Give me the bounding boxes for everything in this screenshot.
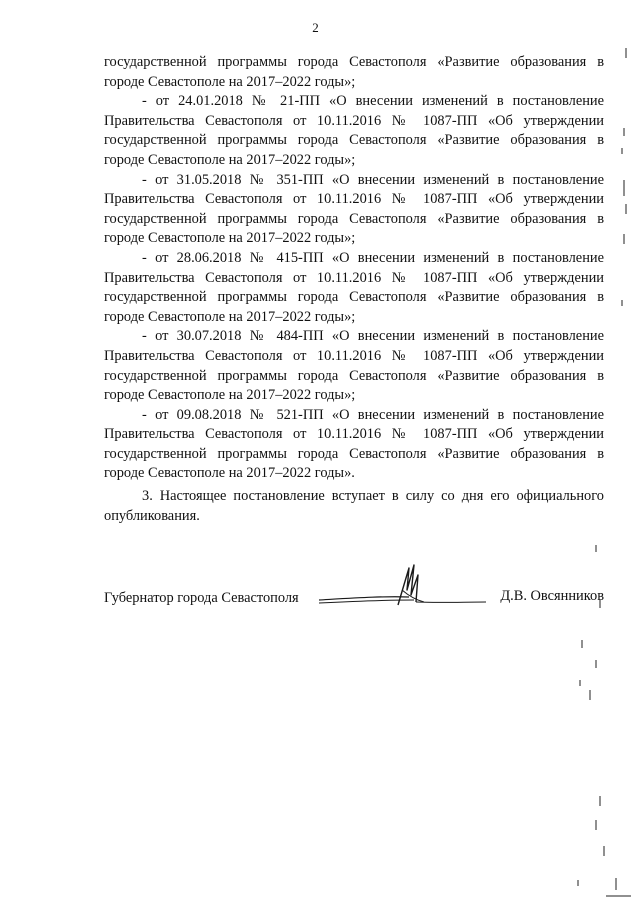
signature-block xyxy=(104,560,604,620)
paragraph: - от 24.01.2018 № 21-ПП «О внесении изменений в постановление Правительства Севастополя от 10.11.2016 № 1087-ПП «Об утверждении государственной программы города Севастополя «Развитие образования в городе Севастополе на 2017–2022 годы»; xyxy=(104,93,604,168)
paragraph: - от 30.07.2018 № 484-ПП «О внесении изменений в постановление Правительства Севастополя от 10.11.2016 № 1087-ПП «Об утверждении государственной программы города Севастополя «Развитие образования в городе Севастополе на 2017–2022 годы»; xyxy=(104,328,604,404)
signatory-name: Д.В. Овсянников xyxy=(500,588,604,604)
document-body xyxy=(104,53,604,526)
paragraph: - от 28.06.2018 № 415-ПП «О внесении изменений в постановление Правительства Севастополя от 10.11.2016 № 1087-ПП «Об утверждении государственной программы города Севастополя «Развитие образования в городе Севастополе на 2017–2022 годы»; xyxy=(104,249,604,325)
paragraph: - от 09.08.2018 № 521-ПП «О внесении изменений в постановление Правительства Севастополя от 10.11.2016 № 1087-ПП «Об утверждении государственной программы города Севастополя «Развитие образования в городе Севастополе на 2017–2022 годы». xyxy=(104,406,604,482)
paragraph: государственной программы города Севастополя «Развитие образования в городе Севастополе на 2017–2022 годы»; xyxy=(104,54,604,90)
paragraph: - от 31.05.2018 № 351-ПП «О внесении изменений в постановление Правительства Севастополя от 10.11.2016 № 1087-ПП «Об утверждении государственной программы города Севастополя «Развитие образования в городе Севастополе на 2017–2022 годы»; xyxy=(104,171,604,247)
handwritten-signature xyxy=(314,560,489,615)
paragraph: 3. Настоящее постановление вступает в силу со дня его официального опубликования. xyxy=(104,488,604,524)
signatory-title: Губернатор города Севастополя xyxy=(104,590,299,606)
page-number: 2 xyxy=(312,20,319,35)
